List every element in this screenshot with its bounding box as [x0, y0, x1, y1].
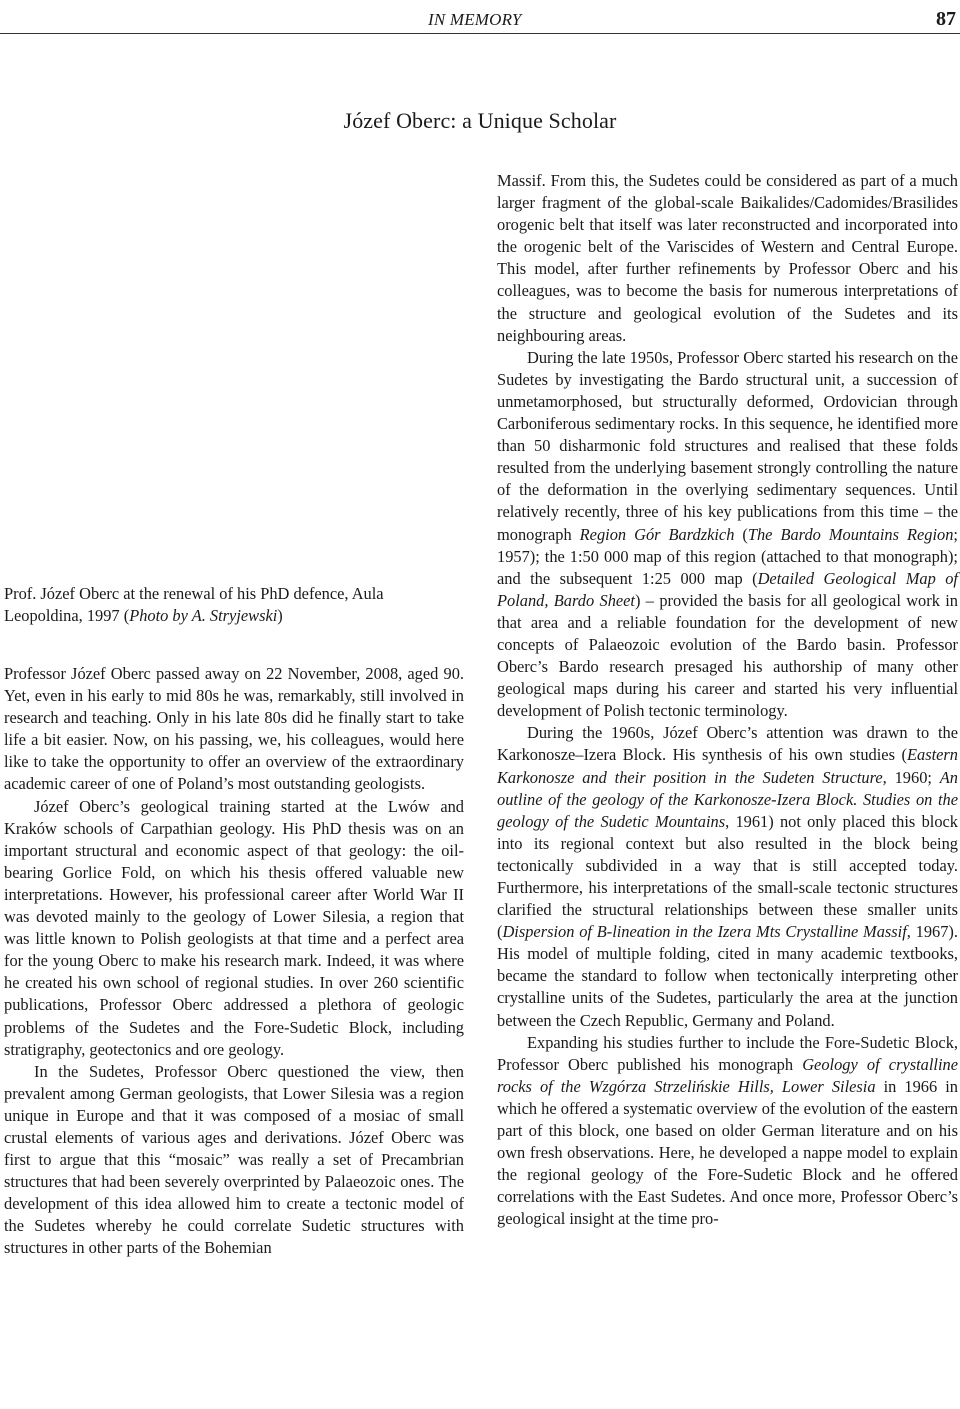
caption-close: ) [277, 606, 283, 625]
running-header [0, 6, 960, 28]
text-run: ; 1957); the 1:50 000 map of this region (attached to that monograph); and the subsequent 1:25 000 map ( [497, 524, 958, 588]
text-run: ( [734, 524, 748, 544]
italic-title: Eastern Karkonosze and their position in the Sudeten Structure [497, 745, 958, 787]
italic-title: An outline of the geology of the Karkonosze-Izera Block. Studies on the geology of the Sudetic Mountains [497, 767, 958, 831]
photo-caption [4, 583, 464, 627]
italic-title: Detailed Geological Map of Poland, Bardo Sheet [497, 568, 958, 610]
paragraph [497, 1032, 958, 1231]
caption-credit: Photo by A. Stryjewski [129, 606, 278, 625]
text-run: , 1967). His model of multiple folding, cited in many academic textbooks, became the standard to follow when tectonically interpreting other crystalline units of the Sudetes, particularly the area at the junction between the Czech Republic, Germany and Poland. [497, 922, 958, 1030]
photo-area [4, 160, 464, 570]
text-run: During the 1960s, Józef Oberc’s attention was drawn to the Karkonosze–Izera Block. His synthesis of his own studies ( [497, 723, 958, 765]
paragraph [497, 722, 958, 1031]
article-title: Józef Oberc: a Unique Scholar [343, 108, 617, 133]
italic-title: Geology of crystalline rocks of the Wzgórza Strzelińskie Hills, Lower Silesia [497, 1054, 958, 1096]
italic-title: Dispersion of B-lineation in the Izera Mts Crystalline Massif [502, 922, 907, 942]
text-run: , 1960; [882, 767, 940, 787]
text-run: ) – provided the basis for all geological work in that area and a reliable foundation for the development of new concepts of Palaeozoic evolution of the Bardo basin. Professor Oberc’s Bardo research presaged his authorship of many other geological maps during his career and started his very influential development of Polish tectonic terminology. [497, 590, 958, 721]
paragraph: In the Sudetes, Professor Oberc questioned the view, then prevalent among German geologists, that Lower Silesia was a region unique in Europe and that it was composed of a mosiac of small crustal elements of various ages and derivations. Józef Oberc was first to argue that this “mosaic” was really a set of Precambrian structures that had been severely overprinted by Palaeozoic ones. The development of this idea allowed him to create a tectonic model of the Sudetes whereby he could correlate Sudetic structures with structures in other parts of the Bohemian [4, 1061, 464, 1258]
caption-text: Prof. Józef Oberc at the renewal of his PhD defence, Aula Leopoldina, 1997 ( [4, 584, 384, 625]
paragraph [497, 347, 958, 723]
paragraph: Professor Józef Oberc passed away on 22 November, 2008, aged 90. Yet, even in his early to mid 80s he was, remarkably, still involved in research and teaching. Only in his late 80s did he finally start to take life a bit easier. Now, on his passing, we, his colleagues, would here like to take the opportunity to offer an overview of the extraordinary academic career of one of Poland’s most outstanding geologists. [4, 664, 464, 794]
italic-title: The Bardo Mountains Region [747, 524, 954, 544]
paragraph: Massif. From this, the Sudetes could be considered as part of a much larger fragment of the global-scale Baikalides/Cadomides/Brasilides orogenic belt that itself was later reconstructed and incorporated into the orogenic belt of the Variscides of Western and Central Europe. This model, after further refinements by Professor Oberc and his colleagues, was to become the basis for numerous interpretations of the structure and geological evolution of the Sudetes and its neighbouring areas. [497, 171, 958, 345]
page-number: 87 [936, 8, 956, 30]
left-column [4, 663, 464, 1260]
text-run: Expanding his studies further to include the Fore-Sudetic Block, Professor Oberc published his monograph [497, 1032, 958, 1074]
right-column [497, 170, 958, 1231]
italic-title: Region Gór Bardzkich [579, 524, 735, 544]
text-run: During the late 1950s, Professor Oberc started his research on the Sudetes by investigating the Bardo structural unit, a succession of unmetamorphosed, but structurally deformed, Ordovician through Carboniferous sedimentary rocks. In this sequence, he identified more than 50 disharmonic fold structures and realised that these folds resulted from the underlying basement strongly controlling the nature of the deformation in the overlying sedimentary sequences. Until relatively recently, three of his key publications from this time – the monograph [497, 347, 958, 544]
text-run: , 1961) not only placed this block into its regional context but also resulted in the block being tectonically subdivided in a way that is still accepted today. Furthermore, his interpretations of the small-scale tectonic structures clarified the structural relationships between these smaller units ( [497, 811, 958, 942]
paragraph: Józef Oberc’s geological training started at the Lwów and Kraków schools of Carpathian geology. His PhD thesis was on an important structural and economic aspect of that geology: the oil-bearing Gorlice Fold, on which his thesis offered valuable new interpretations. However, his professional career after World War II was devoted mainly to the geology of Lower Silesia, a region that was little known to Polish geologists at that time and a perfect area for the young Oberc to make his research mark. Indeed, it was where he created his own school of regional studies. In over 260 scientific publications, Professor Oberc addressed a plethora of geologic problems of the Sudetes and the Fore-Sudetic Block, including stratigraphy, geotectonics and ore geology. [4, 796, 464, 1059]
header-rule [0, 33, 960, 34]
section-title: IN MEMORY [428, 10, 522, 29]
text-run: in 1966 in which he offered a systematic overview of the evolution of the eastern part of this block, one based on older German literature and on his own fresh observations. Here, he developed a nappe model to explain the regional geology of the Fore-Sudetic Block and he offered correlations with the East Sudetes. And once more, Professor Oberc’s geological insight at the time pro- [497, 1076, 958, 1229]
